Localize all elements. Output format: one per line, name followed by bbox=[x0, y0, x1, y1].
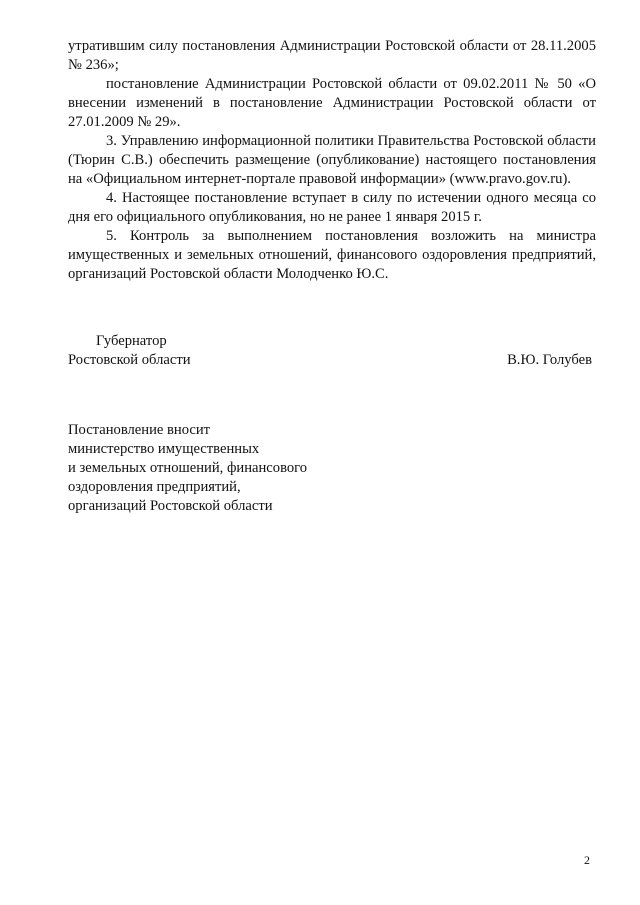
introduced-by-block bbox=[68, 421, 468, 516]
signature-line bbox=[68, 351, 596, 370]
paragraph-repeal-continuation: утратившим силу постановления Администрации Ростовской области от 28.11.2005 № 236»; bbox=[68, 38, 596, 73]
paragraph-clause-3-publication: 3. Управлению информационной политики Правительства Ростовской области (Тюрин С.В.) обеспечить размещение (опубликование) настоящего постановления на «Официальном интернет-портале правовой информации» (www.pravo.gov.ru). bbox=[68, 133, 596, 187]
introduced-by-line: организаций Ростовской области bbox=[68, 498, 273, 514]
signature-block bbox=[68, 332, 596, 370]
introduced-by-line: министерство имущественных bbox=[68, 441, 260, 457]
introduced-by-line: Постановление вносит bbox=[68, 422, 211, 438]
page-number: 2 bbox=[584, 853, 590, 867]
introduced-by-line: и земельных отношений, финансового bbox=[68, 460, 308, 476]
document-body bbox=[68, 37, 596, 284]
introduced-by-line: оздоровления предприятий, bbox=[68, 479, 241, 495]
signatory-position-line1: Губернатор bbox=[96, 333, 167, 349]
paragraph-clause-4-effective-date: 4. Настоящее постановление вступает в силу по истечении одного месяца со дня его официального опубликования, но не ранее 1 января 2015 г. bbox=[68, 190, 596, 225]
paragraph-clause-5-control: 5. Контроль за выполнением постановления возложить на министра имущественных и земельных отношений, финансового оздоровления предприятий, организаций Ростовской области Молодченко Ю.С. bbox=[68, 228, 596, 282]
signatory-position-line2: Ростовской области bbox=[68, 352, 191, 368]
paragraph-repeal-decree-2011: постановление Администрации Ростовской области от 09.02.2011 № 50 «О внесении изменений в постановление Администрации Ростовской области от 27.01.2009 № 29». bbox=[68, 76, 596, 130]
signatory-name: В.Ю. Голубев bbox=[507, 352, 592, 368]
